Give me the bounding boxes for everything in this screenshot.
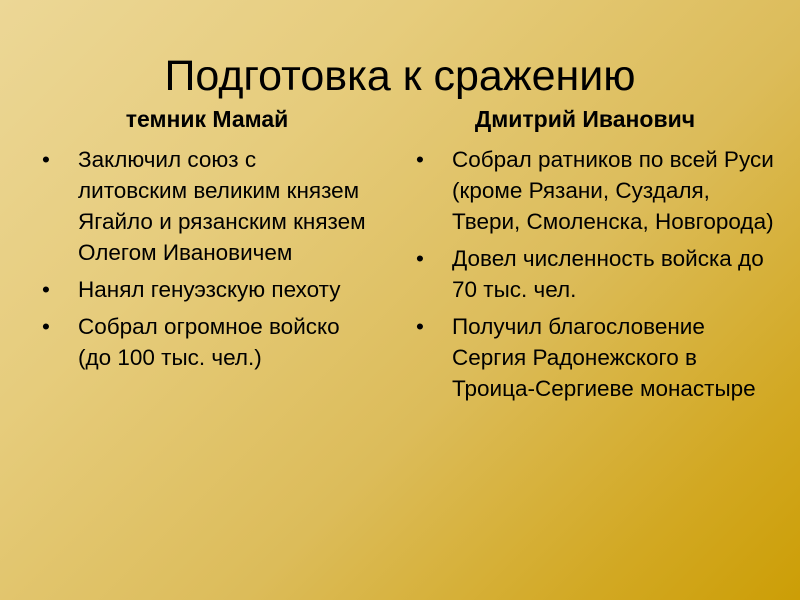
bullet-list-right xyxy=(414,144,774,410)
bullet-icon: • xyxy=(42,147,50,172)
bullet-icon: • xyxy=(416,147,424,172)
bullet-list-left xyxy=(40,144,370,379)
list-item-text: Довел численность войска до 70 тыс. чел. xyxy=(452,246,764,302)
list-item xyxy=(40,274,370,305)
slide-title: Подготовка к сражению xyxy=(164,52,636,100)
bullet-icon: • xyxy=(42,277,50,302)
list-item-text: Нанял генуэзскую пехоту xyxy=(78,277,341,302)
bullet-icon: • xyxy=(42,314,50,339)
list-item-text: Собрал ратников по всей Руси (кроме Рязани, Суздаля, Твери, Смоленска, Новгорода) xyxy=(452,147,774,234)
list-item xyxy=(414,311,774,404)
list-item xyxy=(414,144,774,237)
list-item xyxy=(414,243,774,305)
list-item-text: Получил благословение Сергия Радонежского в Троица-Сергиеве монастыре xyxy=(452,314,756,401)
bullet-icon: • xyxy=(416,314,424,339)
column-heading-right: Дмитрий Иванович xyxy=(474,106,696,132)
list-item-text: Собрал огромное войско (до 100 тыс. чел.) xyxy=(78,314,340,370)
list-item xyxy=(40,144,370,268)
bullet-icon: • xyxy=(416,246,424,271)
list-item-text: Заключил союз с литовским великим князем Ягайло и рязанским князем Олегом Ивановичем xyxy=(78,147,366,265)
column-heading-left: темник Мамай xyxy=(125,106,289,132)
list-item xyxy=(40,311,370,373)
